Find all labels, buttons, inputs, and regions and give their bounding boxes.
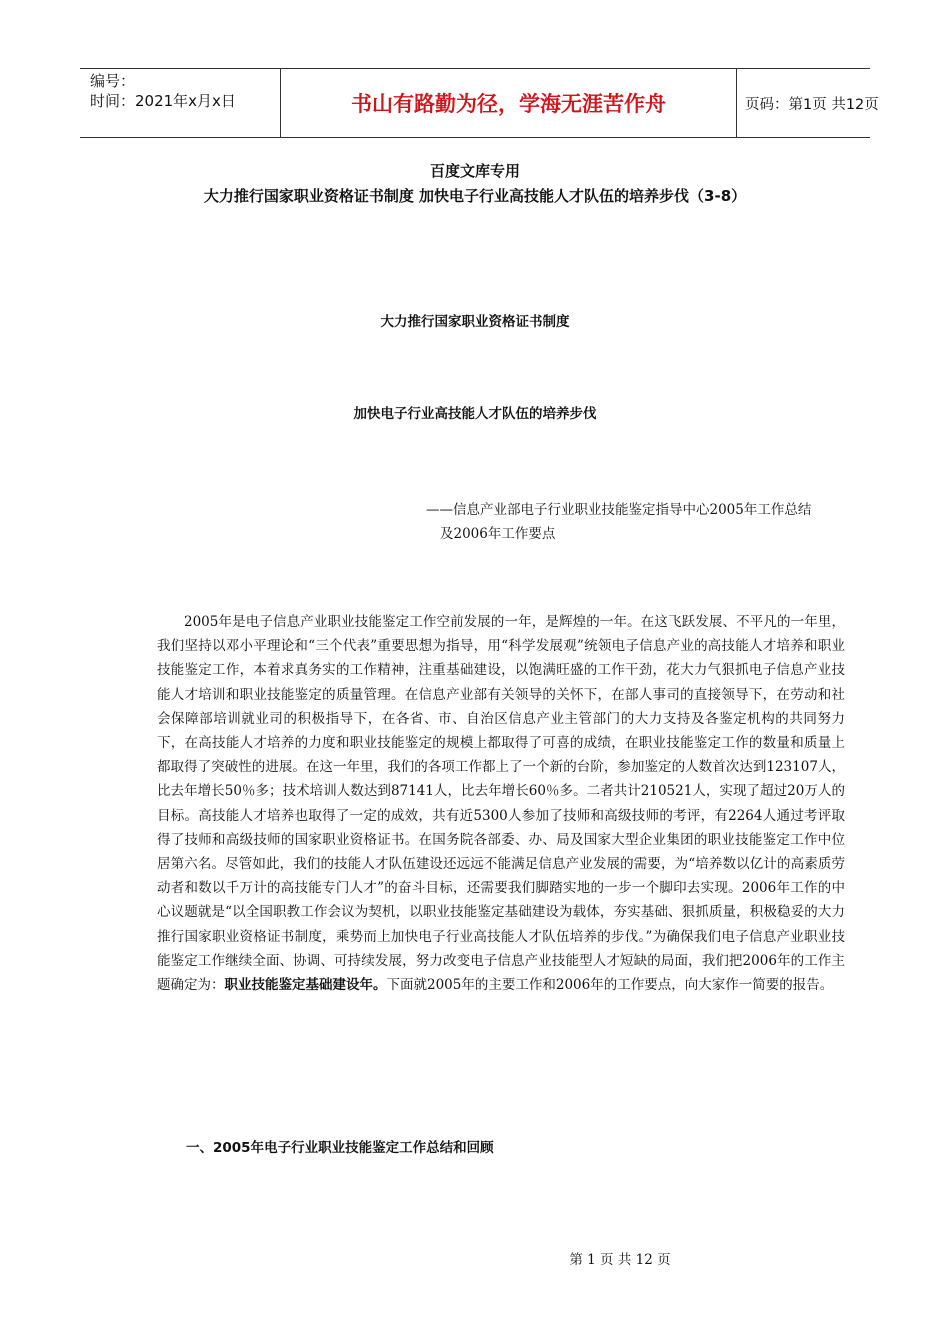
header-meta — [80, 69, 280, 137]
document-header — [80, 68, 879, 138]
subtitle-line-1: ——信息产业部电子行业职业技能鉴定指导中心2005年工作总结 — [426, 502, 812, 518]
paragraph-tail-text: 下面就2005年的主要工作和2006年的工作要点，向大家作一简要的报告。 — [386, 977, 834, 994]
document-title: 大力推行国家职业资格证书制度 加快电子行业高技能人才队伍的培养步伐（3-8） — [203, 187, 747, 205]
title-line-2: 加快电子行业高技能人才队伍的培养步伐 — [353, 406, 597, 422]
header-motto: 书山有路勤为径，学海无涯苦作舟 — [280, 69, 737, 137]
section-heading: 一、2005年电子行业职业技能鉴定工作总结和回顾 — [186, 1140, 494, 1156]
number-label: 编号： — [90, 72, 136, 90]
paragraph-bold-text: 职业技能鉴定基础建设年。 — [224, 977, 387, 994]
subtitle-line-2: 及2006年工作要点 — [440, 526, 556, 542]
paragraph-text: 2005年是电子信息产业职业技能鉴定工作空前发展的一年，是辉煌的一年。在这飞跃发展、不平凡的一年里，我们坚持以邓小平理论和“三个代表”重要思想为指导，用“科学发展观”统领电子信息产业的高技能人才培养和职业技能鉴定工作，本着求真务实的工作精神，注重基础建设，以饱满旺盛的工作干劲，花大力气狠抓电子信息产业技能人才培训和职业技能鉴定的质量管理。在信息产业部有关领导的关怀下，在部人事司的直接领导下，在劳动和社会保障部培训就业司的积极指导下，在各省、市、自治区信息产业主管部门的大力支持及各鉴定机构的共同努力下，在高技能人才培养的力度和职业技能鉴定的规模上都取得了可喜的成绩，在职业技能鉴定工作的数量和质量上都取得了突破性的进展。在这一年里，我们的各项工作都上了一个新的台阶，参加鉴定的人数首次达到123107人，比去年增长50％多；技术培训人数达到87141人，比去年增长60％多。二者共计210521人，实现了超过20万人的目标。高技能人才培养也取得了一定的成效，共有近5300人参加了技师和高级技师的考评，有2264人通过考评取得了技师和高级技师的国家职业资格证书。在国务院各部委、办、局及国家大型企业集团的职业技能鉴定工作中位居第六名。尽管如此，我们的技能人才队伍建设还远远不能满足信息产业发展的需要，为“培养数以亿计的高素质劳动者和数以千万计的高技能专门人才”的奋斗目标，还需要我们脚踏实地的一步一个脚印去实现。2006年工作的中心议题就是“以全国职教工作会议为契机，以职业技能鉴定基础建设为载体，夯实基础、狠抓质量，积极稳妥的大力推行国家职业资格证书制度，乘势而上加快电子行业高技能人才队伍培养的步伐。”为确保我们电子信息产业职业技能鉴定工作继续全面、协调、可持续发展，努力改变电子信息产业技能型人才短缺的局面，我们把2006年的工作主题确定为： — [157, 614, 845, 994]
header-page-info: 页码：第1页 共12页 — [745, 96, 879, 113]
source-label: 百度文库专用 — [429, 162, 520, 180]
title-line-1: 大力推行国家职业资格证书制度 — [380, 314, 570, 330]
time-label: 时间：2021年x月x日 — [90, 92, 236, 110]
main-paragraph — [157, 610, 845, 997]
page-footer: 第 1 页 共 12 页 — [569, 1252, 671, 1268]
